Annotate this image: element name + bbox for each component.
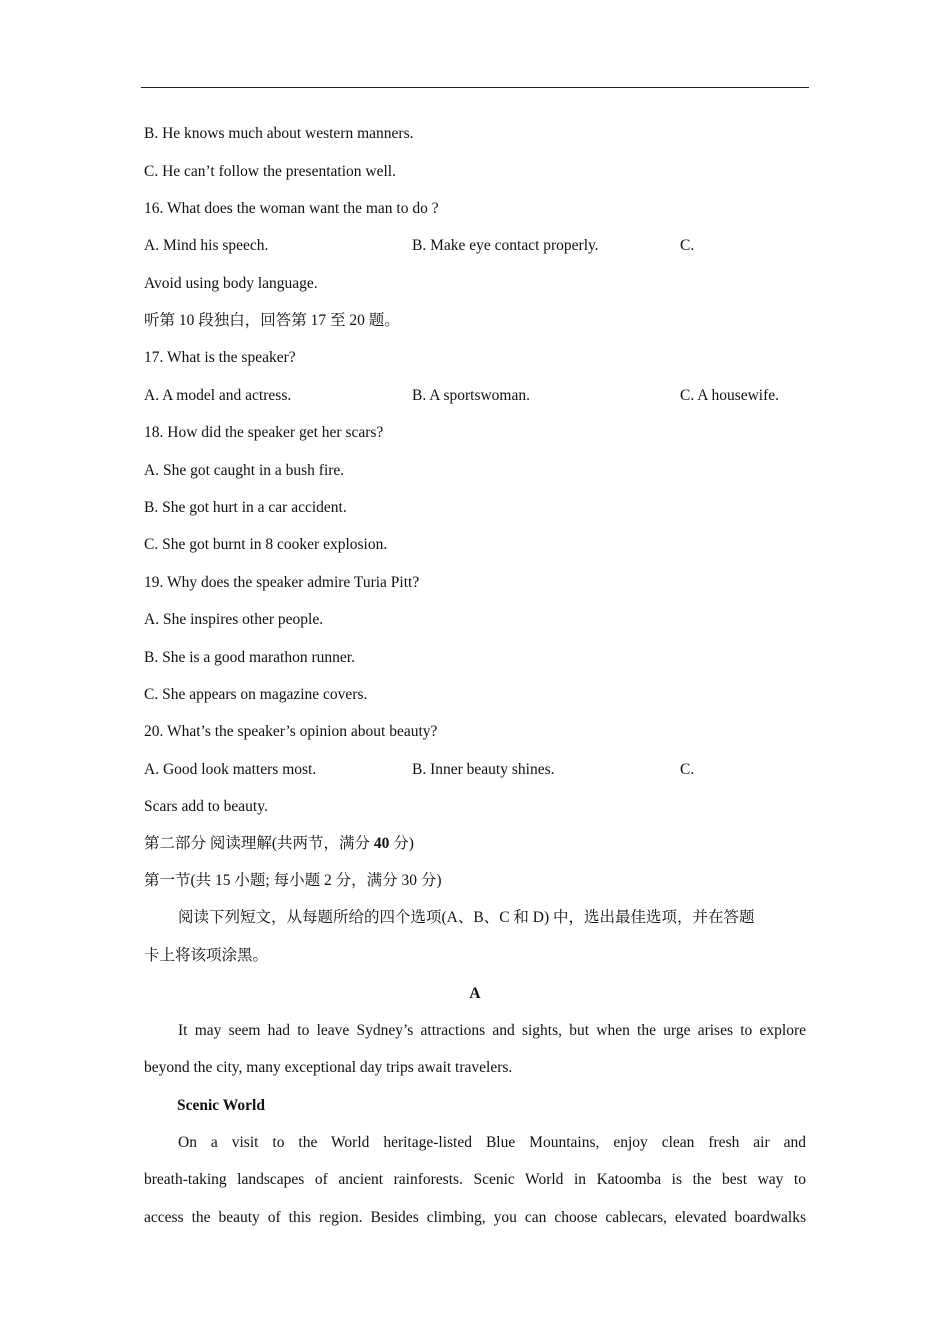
q20-options-row (144, 760, 844, 780)
q19-option-a: A. She inspires other people. (144, 611, 324, 628)
q17-options-row (144, 386, 844, 406)
q16-option-c-text: Avoid using body language. (144, 275, 318, 292)
q20-option-c: C. (680, 761, 695, 778)
q17-option-a: A. A model and actress. (144, 387, 292, 404)
q17-option-b: B. A sportswoman. (412, 387, 530, 404)
q20-option-a: A. Good look matters most. (144, 761, 317, 778)
q20-option-c-text: Scars add to beauty. (144, 798, 268, 815)
paragraph-2-line-3: access the beauty of this region. Besides climbing, you can choose cablecars, elevated boardwalks (144, 1209, 806, 1226)
instruction-line-2: 卡上将该项涂黑。 (144, 947, 269, 964)
q18-question: 18. How did the speaker get her scars? (144, 424, 384, 441)
q19-question: 19. Why does the speaker admire Turia Pitt? (144, 574, 420, 591)
q16-option-b: B. Make eye contact properly. (412, 237, 599, 254)
section-heading-scenic-world: Scenic World (177, 1097, 265, 1114)
header-rule (141, 87, 809, 88)
q16-option-c: C. (680, 237, 695, 254)
q15-option-b: B. He knows much about western manners. (144, 125, 414, 142)
paragraph-2-line-2: breath-taking landscapes of ancient rainforests. Scenic World in Katoomba is the best way to (144, 1171, 806, 1188)
paragraph-1-line-2: beyond the city, many exceptional day trips await travelers. (144, 1059, 513, 1076)
q18-option-b: B. She got hurt in a car accident. (144, 499, 347, 516)
q19-option-b: B. She is a good marathon runner. (144, 649, 355, 666)
q19-option-c: C. She appears on magazine covers. (144, 686, 368, 703)
q15-option-c: C. He can’t follow the presentation well. (144, 163, 396, 180)
q20-option-b: B. Inner beauty shines. (412, 761, 555, 778)
passage-label: A (469, 985, 481, 1002)
part-2-heading-end: 分) (389, 835, 414, 852)
q16-option-a: A. Mind his speech. (144, 237, 269, 254)
instruction-line-1: 阅读下列短文，从每题所给的四个选项(A、B、C 和 D) 中，选出最佳选项，并在答题 (178, 909, 755, 926)
q18-option-a: A. She got caught in a bush fire. (144, 462, 345, 479)
paragraph-2-line-1: On a visit to the World heritage-listed Blue Mountains, enjoy clean fresh air and (178, 1134, 806, 1151)
q16-options-row (144, 236, 844, 256)
q17-option-c: C. A housewife. (680, 387, 780, 404)
q16-question: 16. What does the woman want the man to do ? (144, 200, 439, 217)
part-2-score: 40 (373, 835, 390, 852)
part-2-heading (144, 834, 414, 854)
part-2-heading-text: 第二部分 阅读理解(共两节，满分 (144, 835, 374, 852)
paragraph-1-line-1: It may seem had to leave Sydney’s attractions and sights, but when the urge arises to explore (178, 1022, 806, 1039)
q17-question: 17. What is the speaker? (144, 349, 296, 366)
q20-question: 20. What’s the speaker’s opinion about beauty? (144, 723, 438, 740)
section-10-instruction: 听第 10 段独白，回答第 17 至 20 题。 (144, 312, 400, 329)
q18-option-c: C. She got burnt in 8 cooker explosion. (144, 536, 388, 553)
section-1-heading: 第一节(共 15 小题; 每小题 2 分，满分 30 分) (144, 872, 442, 889)
